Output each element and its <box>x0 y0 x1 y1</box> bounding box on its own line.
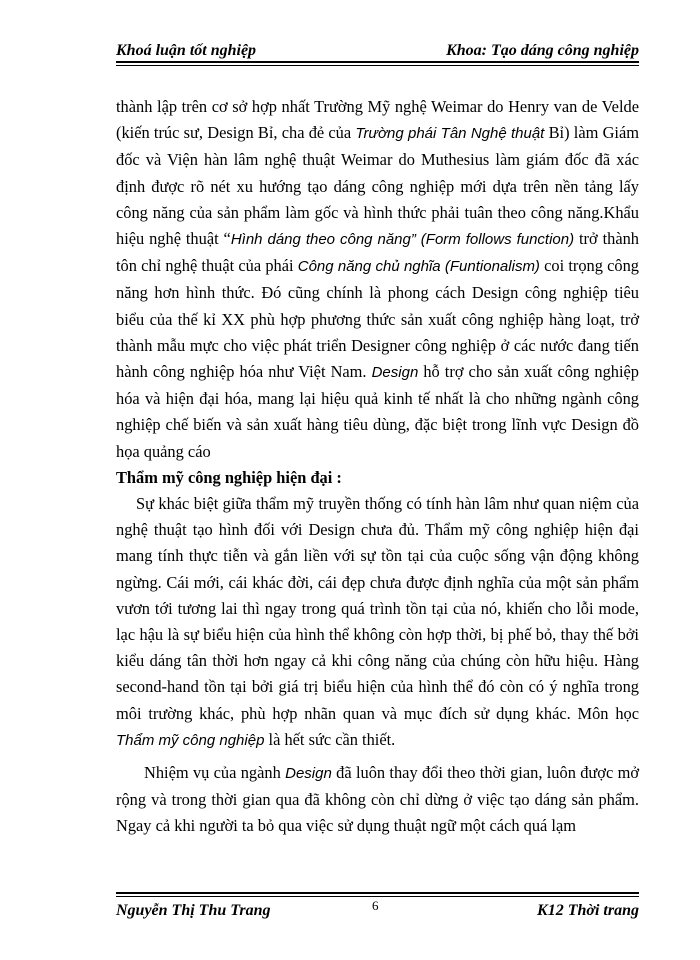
section-heading: Thẩm mỹ công nghiệp hiện đại : <box>116 467 342 487</box>
footer-author: Nguyễn Thị Thu Trang <box>116 902 271 919</box>
text-run: coi trọng công năng hơn hình thức. Đó cũng chính là phong cách Design công nghiệp tiêu biểu của thế kỉ XX phù hợp phương thức sản xuất công nghiệp hàng loạt, trở thành mẫu mực cho việc phát triển Designer công nghiệp ở các nước đang tiến hành công nghiệp hóa như Việt Nam. <box>116 256 640 382</box>
italic-run: Hình dáng theo công năng” (Form follows function) <box>230 231 575 249</box>
page-footer <box>116 898 639 922</box>
text-run: trở thành tôn chỉ nghệ thuật của phái <box>116 229 639 276</box>
italic-run: Design <box>285 765 332 783</box>
text-run: đã luôn thay đổi theo thời gian, luôn được mở rộng và trong thời gian qua đã không còn chỉ dừng ở việc tạo dáng sản phẩm. Ngay cả khi người ta bỏ qua việc sử dụng thuật ngữ một cách quá lạm <box>116 763 639 836</box>
italic-run: Thẩm mỹ công nghiệp <box>116 731 265 749</box>
text-run: hỗ trợ cho sản xuất công nghiệp hóa và hiện đại hóa, mang lại hiệu quả kinh tế nhất là cho những ngành công nghiệp chế biến và sản xuất hàng tiêu dùng, đặc biệt trong lĩnh vực Design đồ họa quảng cáo <box>116 362 639 461</box>
text-run: Sự khác biệt giữa thẩm mỹ truyền thống có tính hàn lâm như quan niệm của nghệ thuật tạo hình đối với Design chưa đủ. Thẩm mỹ công nghiệp hiện đại mang tính thực tiễn và gắn liền với sự tồn tại của cuộc sống vận động không ngừng. Cái mới, cái khác đời, cái đẹp chưa được định nghĩa của một sản phẩm vươn tới tương lai thì ngay trong quá trình tồn tại của nó, khiến cho lỗi mode, lạc hậu là sự biểu hiện của hình thể không còn hợp thời, bị phế bỏ, thay thế bởi kiểu dáng tân thời hơn ngay cả khi công năng của chúng còn hữu hiệu. Hàng second-hand tồn tại bởi giá trị biểu hiện của hình thể đó còn có ý nghĩa trong môi trường khác, phù hợp nhãn quan và mục đích sử dụng khác. Môn học <box>116 494 639 723</box>
italic-run: Công năng chủ nghĩa (Funtionalism) <box>297 258 540 276</box>
text-run: là hết sức cần thiết. <box>264 729 396 749</box>
italic-run: Trường phái Tân Nghệ thuật <box>355 125 545 143</box>
header-right: Khoa: Tạo dáng công nghiệp <box>446 42 639 59</box>
text-run: Nhiệm vụ của ngành <box>144 763 286 783</box>
header-left: Khoá luận tốt nghiệp <box>116 42 257 59</box>
text-run: thành lập trên cơ sở hợp nhất Trường Mỹ nghệ Weimar do Henry van de Velde (kiến trúc sư, Design Bỉ, cha đẻ của <box>116 97 639 143</box>
page-header <box>116 38 639 60</box>
page-number: 6 <box>372 898 379 913</box>
header-rule-thick <box>116 61 639 63</box>
paragraph-2 <box>116 491 639 754</box>
document-body <box>116 94 639 840</box>
paragraph-3 <box>116 760 639 840</box>
italic-run: Design <box>371 364 419 382</box>
footer-class: K12 Thời trang <box>537 902 639 919</box>
text-run: Bỉ) làm Giám đốc và Viện hàn lâm nghệ thuật Weimar do Muthesius làm giám đốc đã xác định được rõ nét xu hướng tạo dáng công nghiệp mới dựa trên nền tảng lấy công năng của sản phẩm làm gốc và hình thức phải tuân theo công năng.Khẩu hiệu nghệ thuật “ <box>116 123 640 249</box>
footer-rule-thick <box>116 892 639 894</box>
header-rule-thin <box>116 65 639 66</box>
footer-rule-thin <box>116 896 639 897</box>
paragraph-1 <box>116 94 639 465</box>
